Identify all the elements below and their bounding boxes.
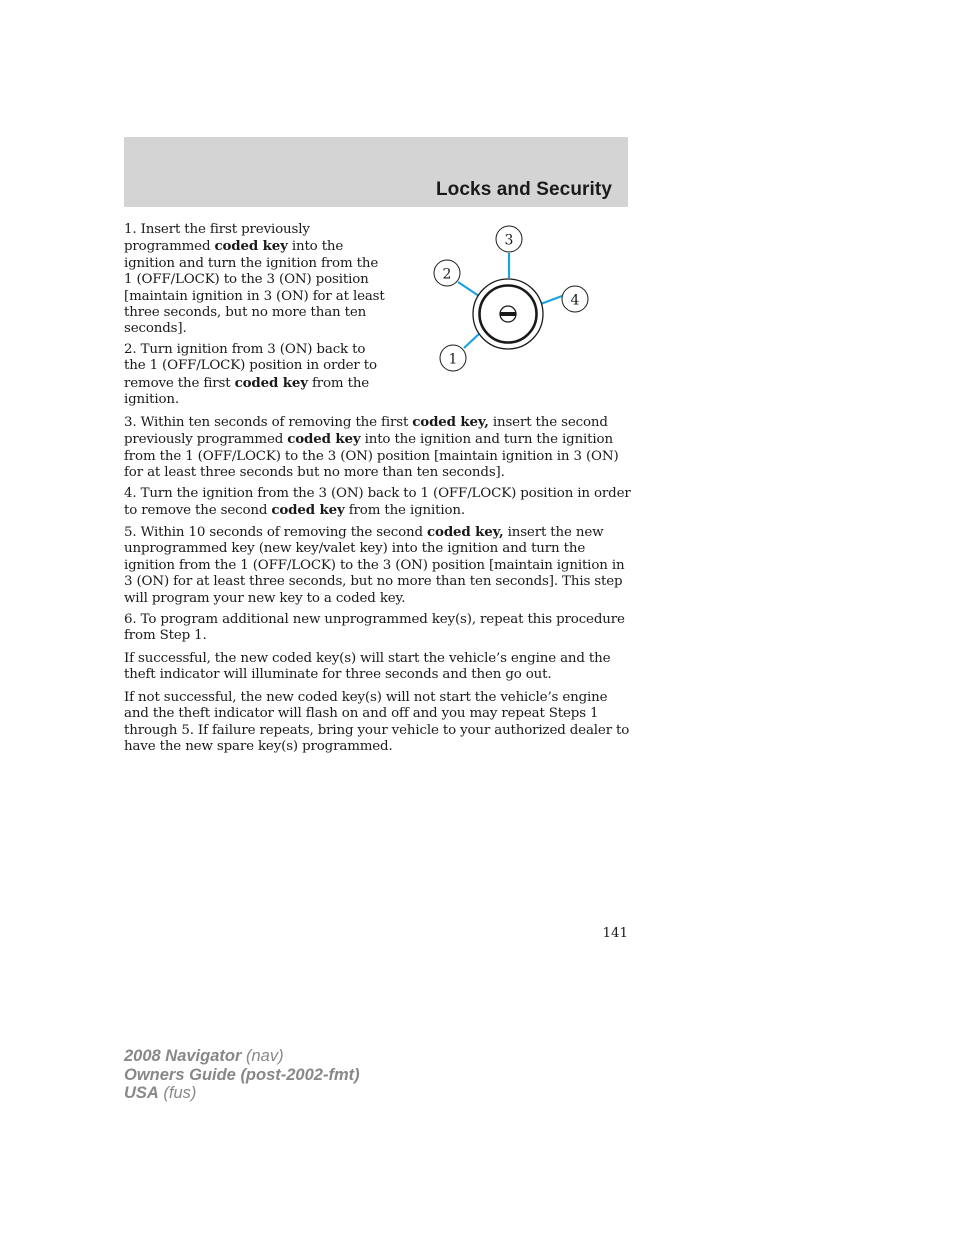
- failure-paragraph: If not successful, the new coded key(s) will not start the vehicle’s engine and the theft indicator will flash on and off and you may repeat Steps 1 through 5. If failure repeats, bring your vehicle to your authorized dealer to have the new spare key(s) programmed.: [124, 690, 630, 755]
- step-2: 2. Turn ignition from 3 (ON) back to the 1 (OFF/LOCK) position in order to remove the first coded key from the ignition.: [124, 342, 377, 408]
- svg-text:2: 2: [442, 266, 452, 283]
- position-1-leader: [464, 333, 480, 348]
- svg-text:3: 3: [504, 232, 514, 249]
- ignition-lock-icon: [473, 279, 543, 349]
- position-label-1: [440, 345, 466, 371]
- footer-line-model: 2008 Navigator (nav): [124, 1047, 284, 1065]
- svg-text:1: 1: [448, 351, 458, 368]
- position-label-3: [496, 226, 522, 252]
- success-paragraph: If successful, the new coded key(s) will start the vehicle’s engine and the theft indicator will illuminate for three seconds and then go out.: [124, 651, 611, 683]
- position-2-leader: [458, 282, 479, 296]
- section-header-bar: [124, 137, 628, 207]
- step-1: 1. Insert the first previously programmed coded key into the ignition and turn the ignition from the 1 (OFF/LOCK) to the 3 (ON) position [maintain ignition in 3 (ON) for at least three seconds, but no more than ten seconds].: [124, 222, 385, 337]
- step-6: 6. To program additional new unprogrammed key(s), repeat this procedure from Step 1.: [124, 612, 625, 644]
- ignition-positions-diagram: [428, 222, 598, 377]
- footer-line-region: USA (fus): [124, 1084, 197, 1102]
- step-4: 4. Turn the ignition from the 3 (ON) back to 1 (OFF/LOCK) position in order to remove the second coded key from the ignition.: [124, 486, 631, 519]
- footer-line-guide: Owners Guide (post-2002-fmt): [124, 1065, 360, 1084]
- page-number: 141: [602, 926, 628, 941]
- position-label-4: [562, 286, 588, 312]
- step-5: 5. Within 10 seconds of removing the second coded key, insert the new unprogrammed key (new key/valet key) into the ignition and turn the ignition from the 1 (OFF/LOCK) to the 3 (ON) position [maintain ignition in 3 (ON) for at least three seconds, but no more than ten seconds]. This step will program your new key to a coded key.: [124, 524, 625, 606]
- step-3: 3. Within ten seconds of removing the first coded key, insert the second previously programmed coded key into the ignition and turn the ignition from the 1 (OFF/LOCK) to the 3 (ON) position [maintain ignition in 3 (ON) for at least three seconds but no more than ten seconds].: [124, 414, 619, 481]
- footer-doc-info: [124, 1047, 360, 1103]
- svg-text:4: 4: [570, 292, 580, 309]
- position-label-2: [434, 260, 460, 286]
- section-title: Locks and Security: [435, 179, 612, 200]
